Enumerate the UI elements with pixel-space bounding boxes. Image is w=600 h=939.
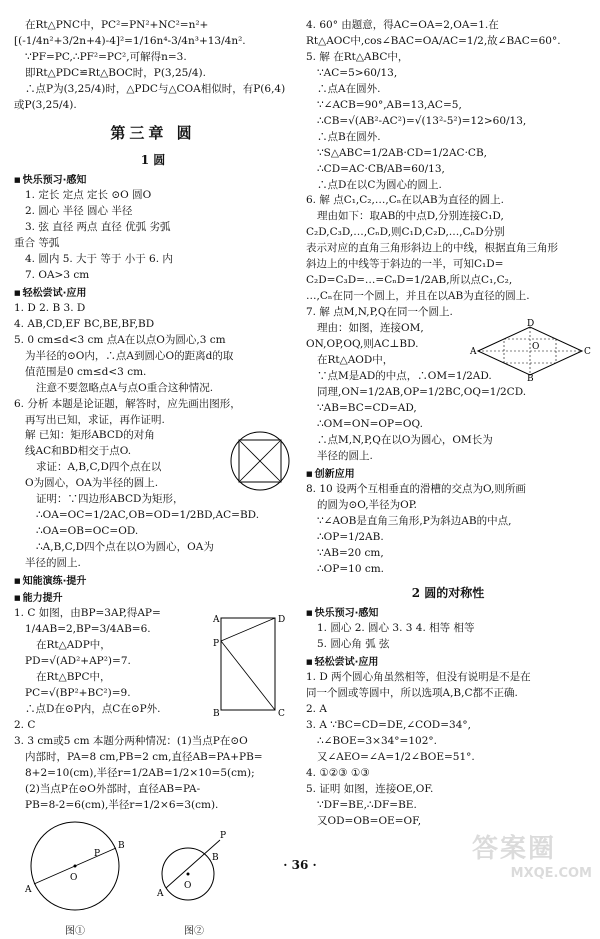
watermark-text: 答案圈 <box>472 834 557 864</box>
svg-text:A: A <box>470 347 477 358</box>
text-line: [(-1/4n²+3/2n+4)-4]²=1/16n⁴-3/4n³+13/4n². <box>14 34 246 47</box>
text-line: 值范围是0 cm≤d<3 cm. <box>25 365 147 378</box>
rectangle-circle-figure <box>228 430 292 492</box>
figure-1 <box>20 818 130 939</box>
text-line: 3. 3 cm或5 cm 本题分两种情况：(1)当点P在⊙O <box>14 735 248 748</box>
text-line: 3. 弦 直径 两点 直径 优弧 劣弧 <box>25 220 171 233</box>
text-line: 解 已知：矩形ABCD的对角 <box>25 429 155 442</box>
text-line: ∴∠BOE=3×34°=102°. <box>317 734 437 747</box>
text-line: ∵AB=BC=CD=AD, <box>317 401 417 414</box>
text-line: PB=8-2=6(cm),半径r=1/2×6=3(cm). <box>25 798 219 811</box>
text-line: (2)当点P在⊙O外部时，直径AB=PA- <box>25 782 201 795</box>
text-line: ∴OP=10 cm. <box>317 562 385 575</box>
svg-text:P: P <box>213 639 220 650</box>
text-line: 1/4AB=2,BP=3/4AB=6. <box>25 623 151 636</box>
text-line: ∴OA=OC=1/2AC,OB=OD=1/2BD,AC=BD. <box>36 509 260 522</box>
text-line: ∴OA=OB=OC=OD. <box>36 525 139 538</box>
text-line: ∵PF=PC,∴PF²=PC²,可解得n=3. <box>25 50 187 63</box>
text-line: 5. 0 cm≤d<3 cm 点A在以点O为圆心,3 cm <box>14 333 226 346</box>
svg-text:B: B <box>213 709 220 720</box>
page-number: · 36 · <box>283 858 317 872</box>
text-line: …,Cₙ在同一个圆上，并且在以AB为直径的圆上. <box>306 290 530 303</box>
text-line: 2. 圆心 半径 圆心 半径 <box>25 204 133 217</box>
text-line: PC=√(BP²+BC²)=9. <box>25 687 131 700</box>
text-line: 重合 等弧 <box>14 236 60 249</box>
chapter-title: 第三章 圆 <box>110 123 196 142</box>
ability-block <box>14 606 292 718</box>
text-line: 2. C <box>14 719 36 732</box>
text-line: 6. 分析 本题是论证题，解答时，应先画出图形， <box>14 397 241 410</box>
text-line: 内部时，PA=8 cm,PB=2 cm,直径AB=PA+PB= <box>25 751 263 763</box>
section-tag: ■ 创新应用 <box>306 467 590 482</box>
text-line: ∵点M是AD的中点，∴OM=1/2AD. <box>317 369 492 382</box>
text-line: ∵AC=5>60/13, <box>317 66 398 79</box>
text-line: ∴OM=ON=OP=OQ. <box>317 417 423 430</box>
svg-text:O: O <box>532 342 540 353</box>
text-line: ∴点A在圆外. <box>317 82 381 95</box>
svg-text:B: B <box>527 374 534 385</box>
section-tag: ■ 轻松尝试·应用 <box>14 286 292 301</box>
text-line: 4. 60° 由题意，得AC=OA=2,OA=1.在 <box>306 19 499 31</box>
text-line: ON,OP,OQ,则AC⊥BD. <box>306 338 419 351</box>
text-line: 在Rt△AOD中， <box>317 354 394 367</box>
text-line: 3. A ∵BC=CD=DE,∠COD=34°, <box>306 718 471 731</box>
text-line: 1. D 两个圆心角虽然相等，但没有说明是不是在 <box>306 671 531 684</box>
watermark-url: MXQE.COM <box>510 865 592 881</box>
text-line: 斜边上的中线等于斜边的一半，可知C₁D= <box>306 258 504 271</box>
text-line: 5. 证明 如图，连接OE,OF. <box>306 782 434 795</box>
left-column <box>14 18 292 939</box>
text-line: C₂D,C₃D,…,CₙD,则C₁D,C₂D,…,CₙD分别 <box>306 226 505 239</box>
text-line: ∴点D在以C为圆心的圆上. <box>317 178 442 191</box>
circle-figures <box>20 818 292 939</box>
text-line: ∴CD=AC·CB/AB=60/13, <box>317 162 445 175</box>
text-line: 7. 解 点M,N,P,Q在同一个圆上. <box>306 306 453 319</box>
section-tag: ■ 快乐预习·感知 <box>14 173 292 188</box>
text-line: 注意不要忽略点A与点O重合这种情况. <box>36 381 214 394</box>
subsection-tag: ■ 能力提升 <box>14 591 292 606</box>
text-line: 4. 圆内 5. 大于 等于 小于 6. 内 <box>25 252 173 265</box>
text-line: 半径的圆上. <box>317 449 373 462</box>
text-line: 5. 圆心角 弧 弦 <box>317 637 390 650</box>
text-line: 1. 定长 定点 定长 ⊙O 圆O <box>25 188 152 201</box>
section-tag: ■ 轻松尝试·应用 <box>306 655 590 670</box>
figure-caption: 图② <box>184 925 204 937</box>
text-line: 同理,ON=1/2AB,OP=1/2BC,OQ=1/2CD. <box>317 385 527 398</box>
text-line: 又OD=OB=OE=OF, <box>317 814 422 827</box>
proof-block <box>14 428 292 572</box>
text-line: 又∠AEO=∠A=1/2∠BOE=51°. <box>317 750 475 763</box>
text-line: 4. AB,CD,EF BC,BE,BF,BD <box>14 317 155 330</box>
svg-text:B: B <box>212 852 219 863</box>
svg-text:D: D <box>278 615 286 626</box>
text-line: 1. 圆心 2. 圆心 3. 3 4. 相等 相等 <box>317 622 475 635</box>
figure-2 <box>154 818 234 939</box>
text-line: O为圆心，OA为半径的圆上. <box>25 477 159 490</box>
text-line: 6. 解 点C₁,C₂,…,Cₙ在以AB为直径的圆上. <box>306 194 504 207</box>
text-line: 1. D 2. B 3. D <box>14 301 86 314</box>
square-figure <box>212 612 286 720</box>
text-line: 线AC和BD相交于点O. <box>25 445 132 458</box>
svg-text:A: A <box>213 615 220 626</box>
text-line: ∴OP=1/2AB. <box>317 530 384 543</box>
svg-text:A: A <box>25 884 32 895</box>
text-line: C₂D=C₃D=…=CₙD=1/2AB,所以点C₁,C₂, <box>306 274 513 287</box>
text-line: 8+2=10(cm),半径r=1/2AB=1/2×10=5(cm); <box>25 766 255 779</box>
rhombus-figure <box>470 319 591 385</box>
text-line: 同一个圆或等圆中，所以选项A,B,C都不正确. <box>306 687 518 700</box>
text-line: ∴A,B,C,D四个点在以O为圆心，OA为 <box>36 541 214 554</box>
svg-text:O: O <box>184 880 192 891</box>
text-line: 求证：A,B,C,D四个点在以 <box>36 461 162 474</box>
svg-text:B: B <box>118 840 125 851</box>
svg-text:C: C <box>584 347 591 358</box>
text-line: 理由：如图，连接OM, <box>317 322 424 335</box>
svg-text:P: P <box>94 848 101 859</box>
text-line: ∵AB=20 cm, <box>317 546 384 559</box>
text-line: 4. ①②③ ①③ <box>306 766 370 779</box>
text-line: 半径的圆上. <box>25 557 81 570</box>
text-line: 在Rt△BPC中， <box>36 671 111 684</box>
text-line: ∵∠AOB是直角三角形,P为斜边AB的中点, <box>317 514 512 527</box>
text-line: 2. A <box>306 703 327 716</box>
text-line: ∴点B在圆外. <box>317 130 381 143</box>
watermark-logo <box>472 830 592 886</box>
text-line: ∴点D在⊙P内，点C在⊙P外. <box>25 703 161 716</box>
text-line: ∵∠ACB=90°,AB=13,AC=5, <box>317 98 462 111</box>
text-line: ∴点P为(3,25/4)时，△PDC与△COA相似时，有P(6,4) <box>25 82 286 95</box>
text-line: 1. C 如图，由BP=3AP,得AP= <box>14 607 161 620</box>
svg-text:C: C <box>278 709 285 720</box>
text-line: 在Rt△ADP中， <box>36 639 111 652</box>
text-line: 证明：∵四边形ABCD为矩形， <box>36 493 184 506</box>
text-line: ∵S△ABC=1/2AB·CD=1/2AC·CB, <box>317 146 487 159</box>
svg-text:A: A <box>157 888 164 899</box>
right-column <box>306 18 590 830</box>
text-line: 表示对应的直角三角形斜边上的中线，根据直角三角形 <box>306 242 558 255</box>
section-title: 1 圆 <box>140 152 166 167</box>
text-line: 的圆为⊙O,半径为OP. <box>317 498 418 511</box>
text-line: 为半径的⊙O内，∴点A到圆心O的距离d的取 <box>25 349 234 362</box>
text-line: 在Rt△PNC中，PC²=PN²+NC²=n²+ <box>25 19 209 31</box>
figure-caption: 图① <box>65 925 85 937</box>
text-line: 再写出已知，求证，再作证明. <box>25 413 165 426</box>
text-line: 即Rt△PDC≌Rt△BOC时，P(3,25/4). <box>25 66 206 79</box>
text-line: 8. 10 设两个互相垂直的滑槽的交点为O,则所画 <box>306 482 526 495</box>
text-line: ∵DF=BE,∴DF=BE. <box>317 798 417 811</box>
section-title: 2 圆的对称性 <box>411 585 485 600</box>
text-line: 或P(3,25/4). <box>14 98 77 111</box>
svg-text:O: O <box>70 872 78 883</box>
svg-text:P: P <box>220 830 227 841</box>
section-tag: ■ 知能演练·提升 <box>14 574 292 589</box>
text-line: PD=√(AD²+AP²)=7. <box>25 655 131 668</box>
section-tag: ■ 快乐预习·感知 <box>306 606 590 621</box>
text-line: ∴CB=√(AB²-AC²)=√(13²-5²)=12>60/13, <box>317 114 527 127</box>
text-line: Rt△AOC中,cos∠BAC=OA/AC=1/2,故∠BAC=60°. <box>306 34 561 47</box>
text-line: 理由如下：取AB的中点D,分别连接C₁D, <box>317 210 504 223</box>
text-line: 7. OA>3 cm <box>25 268 90 281</box>
text-line: 5. 解 在Rt△ABC中， <box>306 50 409 63</box>
svg-text:D: D <box>527 319 535 330</box>
text-line: ∴点M,N,P,Q在以O为圆心，OM长为 <box>317 433 493 446</box>
